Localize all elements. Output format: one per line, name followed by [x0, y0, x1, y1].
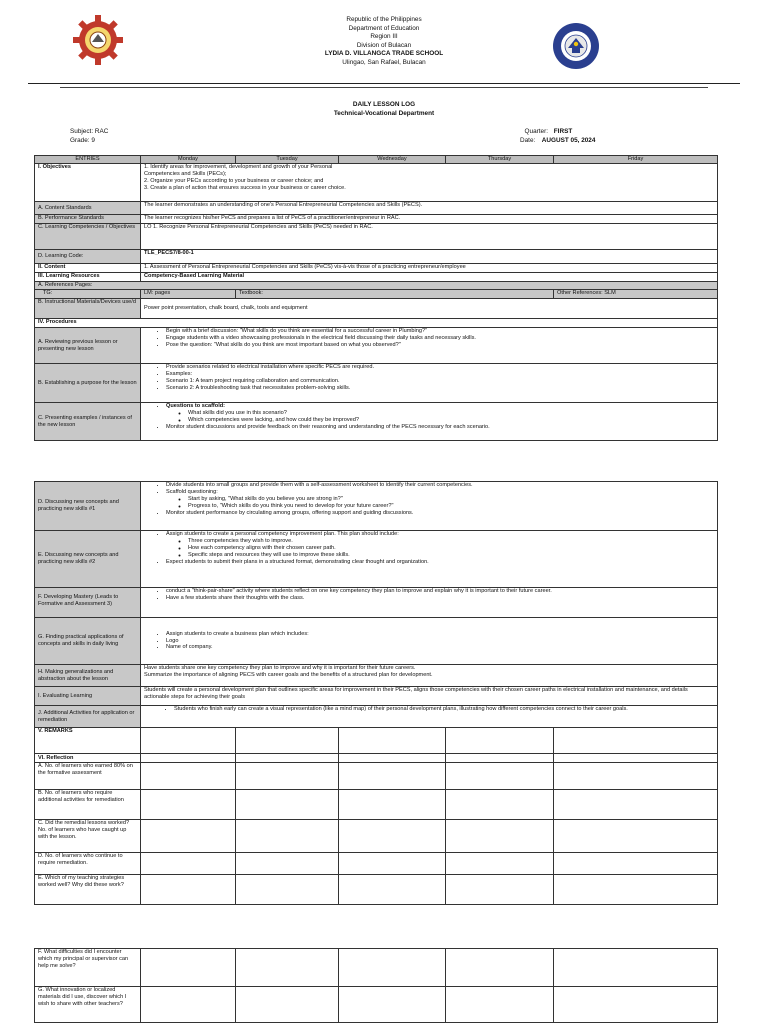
empty-cell — [339, 875, 446, 905]
learning-code-label: D. Learning Code: — [35, 250, 141, 264]
content-cell: 1. Assessment of Personal Entrepreneurial Competencies and Skills (PeCS) vis-à-vis those of a practicing entrepreneur/employee — [141, 264, 718, 273]
discussing-2-cell — [141, 531, 718, 588]
table-row — [35, 618, 718, 665]
empty-cell — [339, 949, 446, 987]
generalizations-cell — [141, 665, 718, 687]
additional-label: J. Additional Activities for application or remediation — [35, 706, 141, 728]
table-row — [35, 706, 718, 728]
table-row — [35, 482, 718, 531]
reflection-g-label: G. What innovation or localized materials did I use, discover which I wish to share with other teachers? — [35, 987, 141, 1023]
list-item: • Begin with a brief discussion: "What skills do you think are essential for a successful career in Plumbing?" — [166, 328, 714, 335]
objective-item: Competencies and Skills (PECs); — [144, 170, 227, 177]
table-row — [35, 264, 718, 273]
reflection-f-label: F. What difficulties did I encounter which my principal or supervisor can help me solve? — [35, 949, 141, 987]
empty-cell — [339, 763, 446, 790]
references-label: A. References Pages: — [35, 282, 718, 290]
list-item: ◦ Specific steps and resources they will use to improve these skills. — [188, 552, 714, 559]
table-row — [35, 224, 718, 250]
materials-cell: Power point presentation, chalk board, chalk, tools and equipment — [141, 299, 718, 319]
empty-cell — [446, 853, 554, 875]
school-name: LYDIA D. VILLANGCA TRADE SCHOOL — [324, 50, 444, 58]
reflection-a-label: A. No. of learners who earned 80% on the formative assessment — [35, 763, 141, 790]
evaluating-cell: Students will create a personal development plan that outlines specific areas for improvement in their PECS, aligns those competencies with their chosen career paths in electrical installation and maintenance, and details actionable steps for achieving their goals — [141, 687, 718, 706]
list-item: • Pose the question: "What skills do you think are most important based on what you observed?" — [166, 342, 714, 349]
procedures-label: IV. Procedures — [35, 319, 718, 328]
subject-label: Subject: RAC — [70, 128, 109, 135]
header-divider-thin — [60, 87, 708, 88]
empty-cell — [339, 853, 446, 875]
objective-item: 2. Organize your PECs according to your business or career choice; and — [144, 177, 324, 184]
list-item: • Examples: — [166, 371, 714, 378]
empty-cell — [554, 763, 718, 790]
table-row — [35, 588, 718, 618]
table-row — [35, 273, 718, 282]
list-item: ◦ Start by asking, "What skills do you believe you are strong in?" — [188, 496, 714, 503]
table-row — [35, 299, 718, 319]
list-item: • Provide scenarios related to electrical installation where specific PECS are required. — [166, 364, 714, 371]
subject-grade — [70, 128, 108, 145]
date-value: AUGUST 05, 2024 — [541, 136, 596, 144]
discussing-1-cell — [141, 482, 718, 531]
col-header: ENTRIES — [35, 156, 141, 164]
evaluating-label: I. Evaluating Learning — [35, 687, 141, 706]
resources-label: III. Learning Resources — [35, 273, 141, 282]
reflection-d-label: D. No. of learners who continue to require remediation. — [35, 853, 141, 875]
quarter-label: Quarter: — [524, 128, 548, 135]
generalization-line: Summarize the importance of aligning PECS with career goals and the benefits of a structured plan for development. — [144, 671, 433, 678]
table-row — [35, 328, 718, 364]
empty-cell — [236, 820, 339, 853]
empty-cell — [446, 987, 554, 1023]
lesson-log-table — [34, 155, 718, 441]
table-row — [35, 949, 718, 987]
reflection-e-label: E. Which of my teaching strategies worked well? Why did these work? — [35, 875, 141, 905]
list-item: • Engage students with a video showcasing professionals in the electrical field discussing their daily tasks and necessary skills. — [166, 335, 714, 342]
table-row — [35, 987, 718, 1023]
generalizations-label: H. Making generalizations and abstraction about the lesson — [35, 665, 141, 687]
lesson-log-table-continued — [34, 481, 718, 905]
performance-standards-cell: The learner recognizes his/her PeCS and prepares a list of PeCS of a practitioner/entrepreneur in RAC. — [141, 215, 718, 224]
empty-cell — [141, 820, 236, 853]
empty-cell — [339, 754, 446, 763]
empty-cell — [236, 875, 339, 905]
list-item: • Scenario 2: A troubleshooting task that necessitates problem-solving skills. — [166, 385, 714, 392]
examples-cell — [141, 403, 718, 441]
table-row — [35, 164, 718, 202]
mastery-cell — [141, 588, 718, 618]
empty-cell — [554, 754, 718, 763]
lesson-log-table-reflection — [34, 948, 718, 1023]
empty-cell — [554, 728, 718, 754]
list-item: • Divide students into small groups and provide them with a self-assessment worksheet to identify their current competencies. — [166, 482, 714, 489]
table-row — [35, 215, 718, 224]
list-item: ◦ Three competencies they wish to improve. — [188, 538, 714, 545]
discussing-1-label: D. Discussing new concepts and practicing new skills #1 — [35, 482, 141, 531]
objectives-label: I. Objectives — [35, 164, 141, 202]
content-standards-label: A. Content Standards — [35, 202, 141, 215]
empty-cell — [339, 790, 446, 820]
list-item: ◦ Which competencies were lacking, and how could they be improved? — [188, 417, 714, 424]
empty-cell — [141, 728, 236, 754]
col-header: Wednesday — [339, 156, 446, 164]
table-row — [35, 250, 718, 264]
list-item: • Expect students to submit their plans in a structured format, demonstrating clear thought and organization. — [166, 559, 714, 566]
list-item: • Monitor student discussions and provide feedback on their reasoning and understanding of the PECS necessary for each scenario. — [166, 424, 714, 431]
grade-label: Grade: 9 — [70, 136, 95, 144]
review-label: A. Reviewing previous lesson or presenting new lesson — [35, 328, 141, 364]
empty-cell — [554, 987, 718, 1023]
empty-cell — [141, 790, 236, 820]
lm-cell: LM: pages — [141, 290, 236, 299]
document-header — [0, 16, 768, 68]
empty-cell — [236, 987, 339, 1023]
content-label: II. Content — [35, 264, 141, 273]
list-item: • Logo — [166, 638, 714, 645]
document-title — [0, 100, 768, 118]
empty-cell — [236, 754, 339, 763]
generalization-line: Have students share one key competency they plan to improve and why it is important for their future careers. — [144, 665, 416, 671]
header-line: Division of Bulacan — [356, 41, 412, 49]
objectives-cell — [141, 164, 718, 202]
list-item: ◦ Progress to, "Which skills do you think you need to develop for your future career?" — [188, 503, 714, 510]
applications-label: G. Finding practical applications of concepts and skills in daily living — [35, 618, 141, 665]
list-item: • Questions to scaffold: — [166, 403, 714, 410]
header-line: Department of Education — [348, 24, 420, 32]
list-item: • Name of company. — [166, 644, 714, 651]
review-cell — [141, 328, 718, 364]
quarter-value: FIRST — [553, 128, 573, 135]
list-item: • Students who finish early can create a visual representation (like a mind map) of their personal development plans, illustrating how different competencies connect to their career goals. — [174, 706, 714, 713]
purpose-label: B. Establishing a purpose for the lesson — [35, 364, 141, 403]
empty-cell — [141, 754, 236, 763]
examples-label: C. Presenting examples / instances of the new lesson — [35, 403, 141, 441]
empty-cell — [141, 987, 236, 1023]
resources-cell: Competency-Based Learning Material — [141, 273, 718, 282]
school-address: Ulingao, San Rafael, Bulacan — [342, 58, 426, 66]
department-title: Technical-Vocational Department — [333, 110, 435, 117]
table-row — [35, 531, 718, 588]
empty-cell — [446, 754, 554, 763]
empty-cell — [446, 790, 554, 820]
col-header: Tuesday — [236, 156, 339, 164]
table-row — [35, 282, 718, 290]
textbook-cell: Textbook: — [236, 290, 554, 299]
list-item: • conduct a "think-pair-share" activity where students reflect on one key competency they plan to improve and explain why it is important to their future career. — [166, 588, 714, 595]
header-line: Republic of the Philippines — [346, 16, 422, 23]
table-row — [35, 875, 718, 905]
table-row — [35, 790, 718, 820]
materials-label: B. Instructional Materials/Devices use/d — [35, 299, 141, 319]
empty-cell — [554, 853, 718, 875]
list-item: • Scaffold questioning: — [166, 489, 714, 496]
empty-cell — [236, 949, 339, 987]
empty-cell — [554, 949, 718, 987]
table-row — [35, 763, 718, 790]
objective-item: 1. Identify areas for improvement, development and growth of your Personal — [144, 164, 333, 170]
reflection-c-label: C. Did the remedial lessons worked? No. of learners who have caught up with the lesson. — [35, 820, 141, 853]
discussing-2-label: E. Discussing new concepts and practicing new skills #2 — [35, 531, 141, 588]
table-row — [35, 728, 718, 754]
empty-cell — [141, 875, 236, 905]
table-row — [35, 853, 718, 875]
empty-cell — [236, 790, 339, 820]
empty-cell — [446, 763, 554, 790]
empty-cell — [339, 820, 446, 853]
empty-cell — [446, 875, 554, 905]
empty-cell — [141, 853, 236, 875]
applications-cell — [141, 618, 718, 665]
col-header: Monday — [141, 156, 236, 164]
reflection-b-label: B. No. of learners who require additional activities for remediation — [35, 790, 141, 820]
col-header: Thursday — [446, 156, 554, 164]
table-row — [35, 364, 718, 403]
tg-cell: TG: — [35, 290, 141, 299]
table-row — [35, 290, 718, 299]
additional-cell — [141, 706, 718, 728]
performance-standards-label: B. Performance Standards — [35, 215, 141, 224]
empty-cell — [554, 790, 718, 820]
table-row — [35, 202, 718, 215]
quarter-date — [520, 128, 595, 145]
table-row — [35, 319, 718, 328]
other-references-cell: Other References: SLM — [554, 290, 718, 299]
table-header-row — [35, 156, 718, 164]
learning-code-cell: TLE_PECS7/8-00-1 — [141, 250, 718, 264]
date-label: Date: — [520, 136, 536, 144]
competencies-label: C. Learning Competencies / Objectives — [35, 224, 141, 250]
list-item: • Scenario 1: A team project requiring collaboration and communication. — [166, 378, 714, 385]
empty-cell — [446, 949, 554, 987]
objective-item: 3. Create a plan of action that ensures success in your business or career choice. — [144, 184, 346, 191]
list-item: ◦ How each competency aligns with their chosen career path. — [188, 545, 714, 552]
list-item: • Have a few students share their thoughts with the class. — [166, 595, 714, 602]
empty-cell — [339, 987, 446, 1023]
empty-cell — [236, 763, 339, 790]
table-row — [35, 403, 718, 441]
empty-cell — [446, 820, 554, 853]
empty-cell — [554, 875, 718, 905]
list-item: • Monitor student performance by circulating among groups, offering support and guiding discussions. — [166, 510, 714, 517]
empty-cell — [236, 728, 339, 754]
purpose-cell — [141, 364, 718, 403]
header-divider — [28, 83, 740, 84]
empty-cell — [236, 853, 339, 875]
list-item: ◦ What skills did you use in this scenario? — [188, 410, 714, 417]
col-header: Friday — [554, 156, 718, 164]
competencies-cell: LO 1. Recognize Personal Entrepreneurial Competencies and Skills (PeCS) needed in RAC. — [141, 224, 718, 250]
header-line: Region III — [370, 33, 398, 41]
empty-cell — [141, 763, 236, 790]
content-standards-cell: The learner demonstrates an understanding of one's Personal Entrepreneurial Competencies and Skills (PECS). — [141, 202, 718, 215]
remarks-label: V. REMARKS — [35, 728, 141, 754]
empty-cell — [339, 728, 446, 754]
empty-cell — [446, 728, 554, 754]
empty-cell — [554, 820, 718, 853]
empty-cell — [141, 949, 236, 987]
table-row — [35, 754, 718, 763]
list-item: • Assign students to create a business plan which includes: — [166, 631, 714, 638]
table-row — [35, 687, 718, 706]
mastery-label: F. Developing Mastery (Leads to Formative and Assessment 3) — [35, 588, 141, 618]
table-row — [35, 665, 718, 687]
reflection-label: VI. Reflection — [35, 754, 141, 763]
dll-title: DAILY LESSON LOG — [352, 101, 416, 108]
list-item: • Assign students to create a personal competency improvement plan. This plan should include: — [166, 531, 714, 538]
table-row — [35, 820, 718, 853]
